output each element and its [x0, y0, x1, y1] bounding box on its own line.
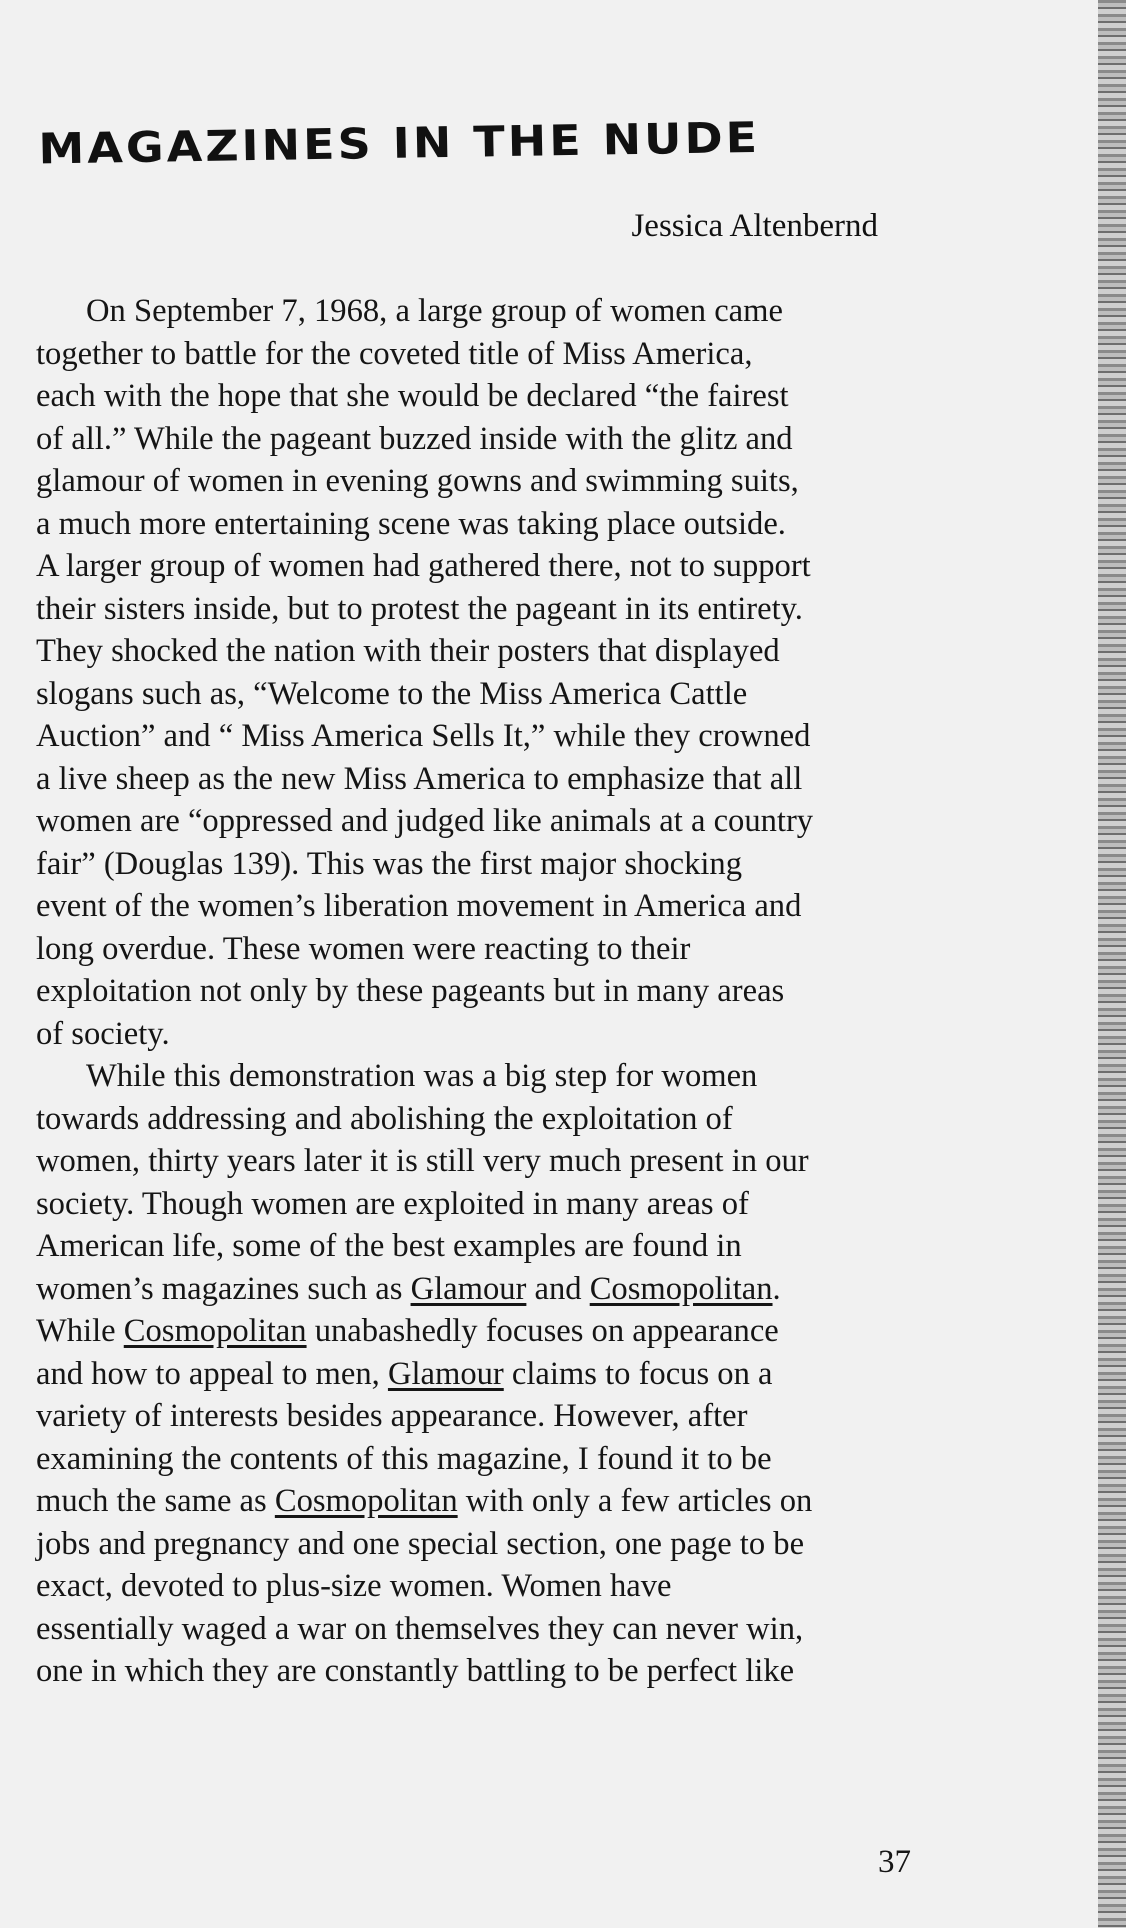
body-line: women are “oppressed and judged like animals at a country [36, 803, 814, 839]
article-title: MAGAZINES IN THE NUDE [38, 112, 761, 174]
body-line: exact, devoted to plus-size women. Women have [36, 1568, 672, 1604]
body-text: women’s magazines such as [36, 1270, 411, 1307]
body-line: together to battle for the coveted title of Miss America, [36, 335, 753, 372]
body-line: one in which they are constantly battling to be perfect like [36, 1653, 795, 1689]
body-line: long overdue. These women were reacting to their [36, 930, 691, 967]
body-text: and how to appeal to men, [36, 1355, 388, 1392]
body-line: of society. [36, 1015, 170, 1052]
body-line: women, thirty years later it is still very much present in our [36, 1143, 809, 1179]
body-line [36, 1268, 916, 1311]
body-line: event of the women’s liberation movement in America and [36, 888, 802, 924]
body-line: While this demonstration was a big step for women [86, 1058, 758, 1094]
magazine-title-cosmopolitan: Cosmopolitan [274, 1483, 458, 1519]
body-line: their sisters inside, but to protest the pageant in its entirety. [36, 590, 803, 627]
body-text: While [36, 1313, 124, 1349]
body-line: a much more entertaining scene was taking place outside. [36, 505, 786, 542]
body-line: essentially waged a war on themselves they can never win, [36, 1610, 804, 1647]
body-line: society. Though women are exploited in many areas of [36, 1185, 749, 1222]
body-text: much the same as [36, 1483, 275, 1519]
body-line: a live sheep as the new Miss America to emphasize that all [36, 760, 803, 797]
body-line: On September 7, 1968, a large group of women came [86, 293, 783, 329]
body-line: American life, some of the best examples are found in [36, 1228, 742, 1264]
article-body [36, 290, 916, 1693]
magazine-title-glamour: Glamour [387, 1355, 504, 1392]
body-text: unabashedly focuses on appearance [306, 1313, 779, 1349]
page-number: 37 [878, 1844, 911, 1880]
body-line [36, 1353, 916, 1396]
body-line: A larger group of women had gathered there, not to support [36, 548, 811, 584]
body-line: of all.” While the pageant buzzed inside with the glitz and [36, 420, 793, 457]
body-text: with only a few articles on [457, 1483, 813, 1519]
book-page-edge [1098, 0, 1126, 1928]
author-name: Jessica Altenbernd [631, 208, 878, 244]
body-line [36, 1310, 916, 1353]
body-line: towards addressing and abolishing the exploitation of [36, 1100, 733, 1137]
body-text: . [772, 1270, 781, 1307]
body-line: exploitation not only by these pageants but in many areas [36, 973, 785, 1009]
body-line [36, 1480, 916, 1523]
magazine-title-glamour: Glamour [410, 1270, 527, 1307]
body-line: jobs and pregnancy and one special section, one page to be [36, 1525, 805, 1562]
magazine-title-cosmopolitan: Cosmopolitan [589, 1270, 773, 1307]
body-text: claims to focus on a [503, 1355, 773, 1392]
body-line: each with the hope that she would be declared “the fairest [36, 378, 789, 414]
magazine-title-cosmopolitan: Cosmopolitan [123, 1313, 307, 1349]
body-line: They shocked the nation with their posters that displayed [36, 633, 780, 669]
body-line: slogans such as, “Welcome to the Miss America Cattle [36, 675, 748, 712]
body-line: fair” (Douglas 139). This was the first major shocking [36, 845, 743, 882]
body-line: glamour of women in evening gowns and swimming suits, [36, 463, 799, 499]
body-line: variety of interests besides appearance. However, after [36, 1398, 748, 1434]
body-line: Auction” and “ Miss America Sells It,” while they crowned [36, 718, 811, 754]
body-text: and [526, 1270, 590, 1307]
body-line: examining the contents of this magazine, I found it to be [36, 1440, 772, 1477]
